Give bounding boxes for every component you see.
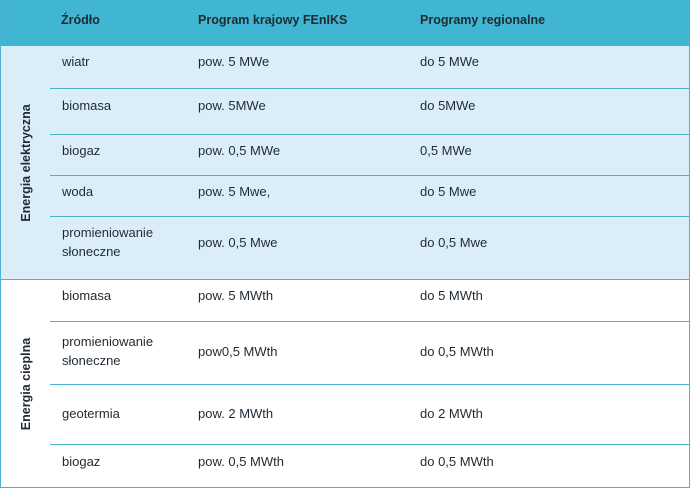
cell-national: pow. 5MWe bbox=[198, 98, 266, 113]
table-row bbox=[50, 385, 689, 444]
cell-source: biomasa bbox=[62, 98, 112, 113]
table-row bbox=[50, 46, 689, 88]
table-row bbox=[50, 445, 689, 487]
cell-regional: do 0,5 MWth bbox=[420, 344, 494, 359]
cell-source bbox=[62, 223, 182, 261]
cell-source: woda bbox=[62, 184, 94, 199]
cell-source bbox=[62, 332, 182, 370]
cell-source: biogaz bbox=[62, 143, 101, 158]
cell-regional: do 5 Mwe bbox=[420, 184, 477, 199]
table-row bbox=[50, 322, 689, 384]
group-label-electric: Energia elektryczna bbox=[18, 103, 33, 222]
cell-regional: do 0,5 MWth bbox=[420, 454, 494, 469]
group-thermal-energy bbox=[1, 279, 50, 488]
table-row bbox=[50, 280, 689, 321]
cell-regional: 0,5 MWe bbox=[420, 143, 472, 158]
cell-source-line: promieniowanie bbox=[62, 334, 154, 349]
cell-regional: do 5 MWe bbox=[420, 54, 480, 69]
cell-source-line: słoneczne bbox=[62, 244, 121, 259]
table-row bbox=[50, 217, 689, 279]
group-electric-energy bbox=[1, 46, 50, 279]
cell-national: pow. 5 MWth bbox=[198, 288, 274, 303]
cell-source-line: promieniowanie bbox=[62, 225, 154, 240]
cell-national: pow0,5 MWth bbox=[198, 344, 278, 359]
cell-source: geotermia bbox=[62, 406, 120, 421]
table-header bbox=[1, 0, 689, 46]
cell-source: biogaz bbox=[62, 454, 101, 469]
cell-national: pow. 2 MWth bbox=[198, 406, 274, 421]
cell-source: biomasa bbox=[62, 288, 112, 303]
cell-national: pow. 0,5 MWth bbox=[198, 454, 284, 469]
table-row bbox=[50, 135, 689, 175]
header-regional-programs: Programy regionalne bbox=[420, 13, 546, 27]
table-row bbox=[50, 89, 689, 134]
cell-national: pow. 0,5 MWe bbox=[198, 143, 281, 158]
cell-regional: do 2 MWth bbox=[420, 406, 483, 421]
cell-regional: do 5 MWth bbox=[420, 288, 483, 303]
cell-regional: do 5MWe bbox=[420, 98, 476, 113]
group-label-thermal: Energia cieplna bbox=[18, 337, 33, 430]
table-bottom-border bbox=[1, 487, 689, 488]
cell-national: pow. 0,5 Mwe bbox=[198, 235, 278, 250]
header-national-program: Program krajowy FEnIKS bbox=[198, 13, 348, 27]
cell-national: pow. 5 Mwe, bbox=[198, 184, 271, 199]
cell-source: wiatr bbox=[62, 54, 90, 69]
header-source: Źródło bbox=[61, 13, 100, 27]
cell-source-line: słoneczne bbox=[62, 353, 121, 368]
cell-national: pow. 5 MWe bbox=[198, 54, 270, 69]
table-row bbox=[50, 176, 689, 216]
cell-regional: do 0,5 Mwe bbox=[420, 235, 488, 250]
